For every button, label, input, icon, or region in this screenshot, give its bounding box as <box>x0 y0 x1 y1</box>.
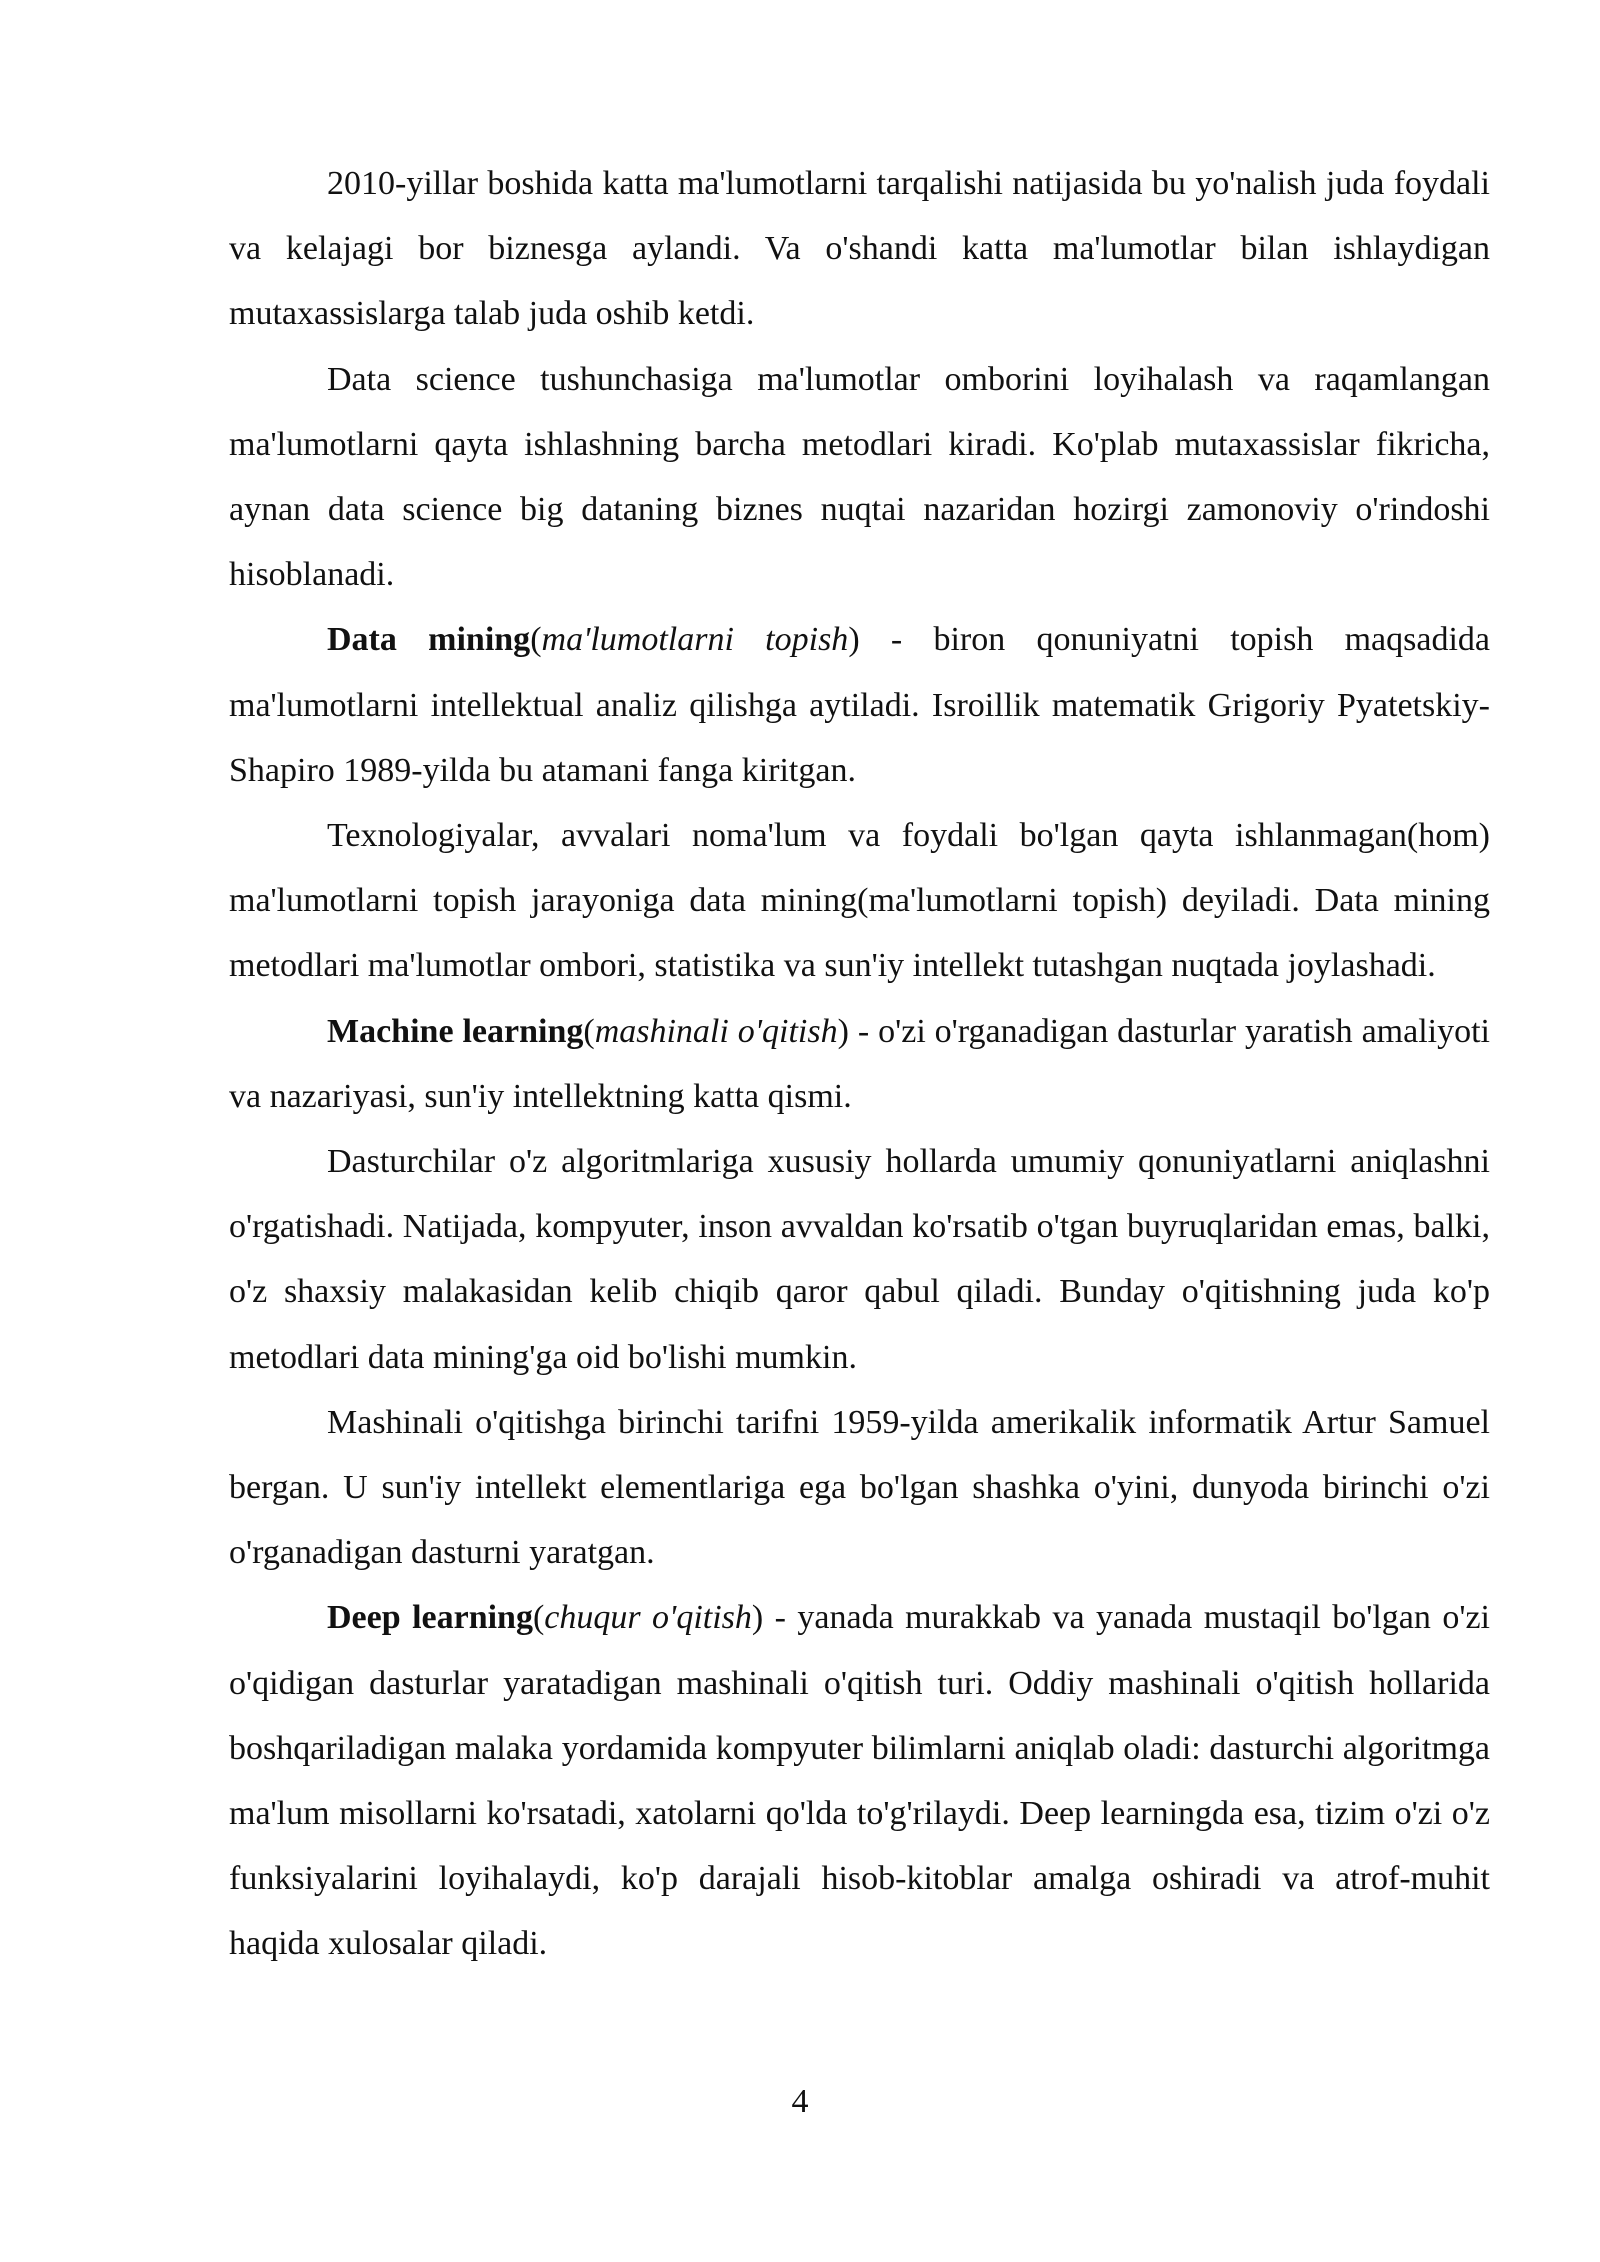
paragraph-1 <box>229 151 1490 347</box>
paragraph-text: 2010-yillar boshida katta ma'lumotlarni tarqalishi natijasida bu yo'nalish juda foydali va kelajagi bor biznesga aylandi. Va o'shandi katta ma'lumotlar bilan ishlaydigan mutaxassislarga talab juda oshib ketdi. <box>229 165 1490 333</box>
paragraph-text: - biron qonuniyatni topish maqsadida ma'lumotlarni intellektual analiz qilishga aytiladi. Isroillik matematik Grigoriy Pyatetskiy-Shapiro 1989-yilda bu atamani fanga kiritgan. <box>229 621 1490 789</box>
paragraph-text: Data science tushunchasiga ma'lumotlar omborini loyihalash va raqamlangan ma'lumotlarni qayta ishlashning barcha metodlari kiradi. Ko'plab mutaxassislar fikricha, aynan data science big dataning biznes nuqtai nazaridan hozirgi zamonoviy o'rindoshi hisoblanadi. <box>229 360 1490 594</box>
paragraph-2 <box>229 347 1490 608</box>
paragraph-machine-learning: Machine learning(mashinali o'qitish) - o'zi o'rganadigan dasturlar yaratish amaliyoti va nazariyasi, sun'iy intellektning katta qismi. <box>229 1012 1491 1115</box>
term-data-mining: Data mining <box>327 621 531 659</box>
paragraph-text: - yanada murakkab va yanada mustaqil bo'lgan o'zi o'qidigan dasturlar yaratadigan mashinali o'qitish turi. Oddiy mashinali o'qitish hollarida boshqariladigan malaka yordamida kompyuter bilimlarni aniqlab oladi: dasturchi algoritmga ma'lum misollarni ko'rsatadi, xatolarni qo'lda to'g'rilaydi. Deep learningda esa, tizim o'zi o'z funksiyalarini loyihalaydi, ko'p darajali hisob-kitoblar amalga oshiradi va atrof-muhit haqida xulosalar qiladi. <box>229 1599 1490 1963</box>
paragraph-6 <box>229 1129 1490 1390</box>
paragraph-text: - o'zi o'rganadigan dasturlar yaratish amaliyoti va nazariyasi, sun'iy intellektning katta qismi. <box>229 1012 1491 1115</box>
term-machine-learning: Machine learning <box>327 1012 584 1050</box>
page-body <box>229 151 1490 1977</box>
page-number: 4 <box>791 2083 809 2120</box>
paragraph-text: Mashinali o'qitishga birinchi tarifni 1959-yilda amerikalik informatik Artur Samuel bergan. U sun'iy intellekt elementlariga ega bo'lgan shashka o'yini, dunyoda birinchi o'zi o'rganadigan dasturni yaratgan. <box>229 1403 1490 1572</box>
term-deep-learning: Deep learning <box>327 1599 533 1637</box>
paragraph-deep-learning: Deep learning(chuqur o'qitish) - yanada murakkab va yanada mustaqil bo'lgan o'zi o'qidigan dasturlar yaratadigan mashinali o'qitish turi. Oddiy mashinali o'qitish hollarida boshqariladigan malaka yordamida kompyuter bilimlarni aniqlab oladi: dasturchi algoritmga ma'lum misollarni ko'rsatadi, xatolarni qo'lda to'g'rilaydi. Deep learningda esa, tizim o'zi o'z funksiyalarini loyihalaydi, ko'p darajali hisob-kitoblar amalga oshiradi va atrof-muhit haqida xulosalar qiladi. <box>229 1599 1490 1963</box>
paragraph-text: Texnologiyalar, avvalari noma'lum va foydali bo'lgan qayta ishlanmagan(hom) ma'lumotlarni topish jarayoniga data mining(ma'lumotlarni topish) deyiladi. Data mining metodlari ma'lumotlar ombori, statistika va sun'iy intellekt tutashgan nuqtada joylashadi. <box>229 817 1490 985</box>
paragraph-4 <box>229 803 1490 999</box>
paragraph-text: Dasturchilar o'z algoritmlariga xususiy hollarda umumiy qonuniyatlarni aniqlashni o'rgatishadi. Natijada, kompyuter, inson avvaldan ko'rsatib o'tgan buyruqlaridan emas, balki, o'z shaxsiy malakasidan kelib chiqib qaror qabul qiladi. Bunday o'qitishning juda ko'p metodlari data mining'ga oid bo'lishi mumkin. <box>229 1143 1490 1376</box>
term-translation: ma'lumotlarni topish <box>541 621 849 659</box>
paragraph-7 <box>229 1390 1490 1586</box>
term-translation: chuqur o'qitish <box>544 1599 752 1637</box>
paragraph-data-mining: Data mining(ma'lumotlarni topish) - biron qonuniyatni topish maqsadida ma'lumotlarni intellektual analiz qilishga aytiladi. Isroillik matematik Grigoriy Pyatetskiy-Shapiro 1989-yilda bu atamani fanga kiritgan. <box>229 621 1490 789</box>
term-translation: mashinali o'qitish <box>594 1012 838 1050</box>
